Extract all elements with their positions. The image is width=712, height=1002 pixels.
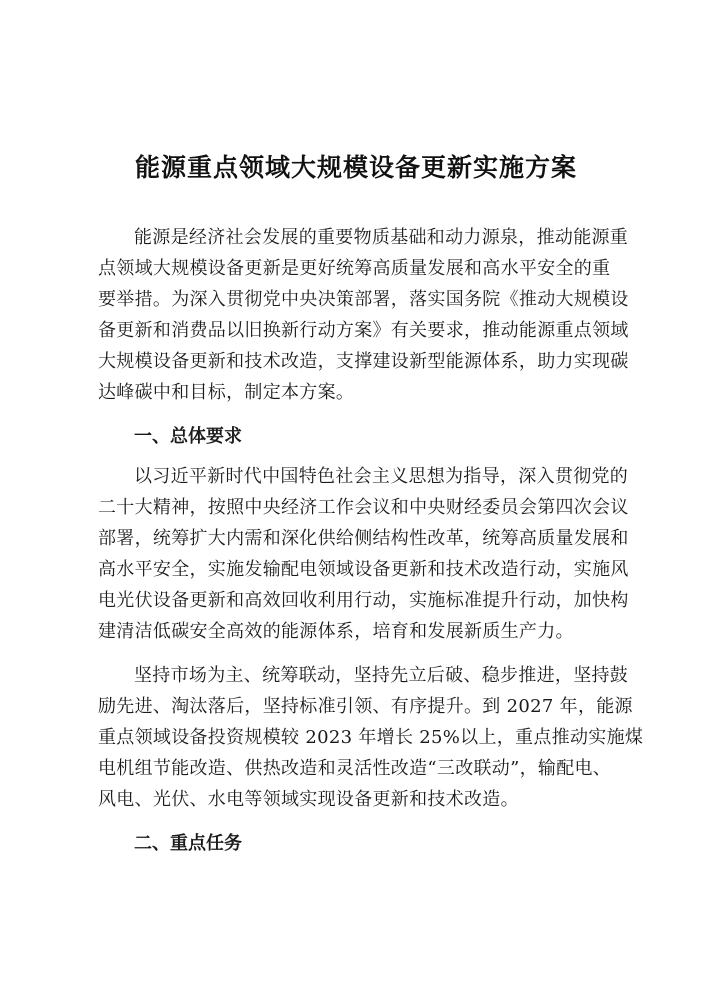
paragraph-line: 高水平安全，实施发输配电领域设备更新和技术改造行动，实施风 (98, 559, 629, 580)
paragraph-line: 能源是经济社会发展的重要物质基础和动力源泉，推动能源重 (134, 227, 629, 248)
paragraph-line: 点领域大规模设备更新是更好统筹高质量发展和高水平安全的重 (98, 258, 611, 279)
section-heading-general-requirements: 一、总体要求 (134, 426, 242, 447)
paragraph-line: 二十大精神，按照中央经济工作会议和中央财经委员会第四次会议 (98, 497, 629, 518)
paragraph-line: 电光伏设备更新和高效回收利用行动，实施标准提升行动，加快构 (98, 590, 629, 611)
paragraph-line: 备更新和消费品以旧换新行动方案》有关要求，推动能源重点领域 (98, 320, 629, 341)
paragraph-line: 电机组节能改造、供热改造和灵活性改造“三改联动”，输配电、 (98, 758, 612, 779)
principles-targets-paragraph (98, 660, 644, 815)
paragraph-line: 重点领域设备投资规模较 2023 年增长 25%以上，重点推动实施煤 (98, 727, 644, 748)
document-title: 能源重点领域大规模设备更新实施方案 (134, 153, 577, 182)
paragraph-line: 要举措。为深入贯彻党中央决策部署，落实国务院《推动大规模设 (98, 289, 629, 310)
paragraph-line: 部署，统筹扩大内需和深化供给侧结构性改革，统筹高质量发展和 (98, 528, 629, 549)
paragraph-line: 大规模设备更新和技术改造，支撑建设新型能源体系，助力实现碳 (98, 351, 629, 372)
intro-paragraph (98, 222, 629, 408)
paragraph-line: 建清洁低碳安全高效的能源体系，培育和发展新质生产力。 (98, 621, 574, 642)
section-heading-key-tasks: 二、重点任务 (134, 833, 242, 854)
paragraph-line: 励先进、淘汰落后，坚持标准引领、有序提升。到 2027 年，能源 (98, 696, 633, 717)
paragraph-line: 达峰碳中和目标，制定本方案。 (98, 382, 355, 403)
paragraph-line: 以习近平新时代中国特色社会主义思想为指导，深入贯彻党的 (134, 466, 629, 487)
paragraph-line: 坚持市场为主、统筹联动，坚持先立后破、稳步推进，坚持鼓 (134, 665, 629, 686)
paragraph-line: 风电、光伏、水电等领域实现设备更新和技术改造。 (98, 789, 519, 810)
document-body (98, 222, 644, 868)
guiding-ideology-paragraph (98, 461, 629, 647)
